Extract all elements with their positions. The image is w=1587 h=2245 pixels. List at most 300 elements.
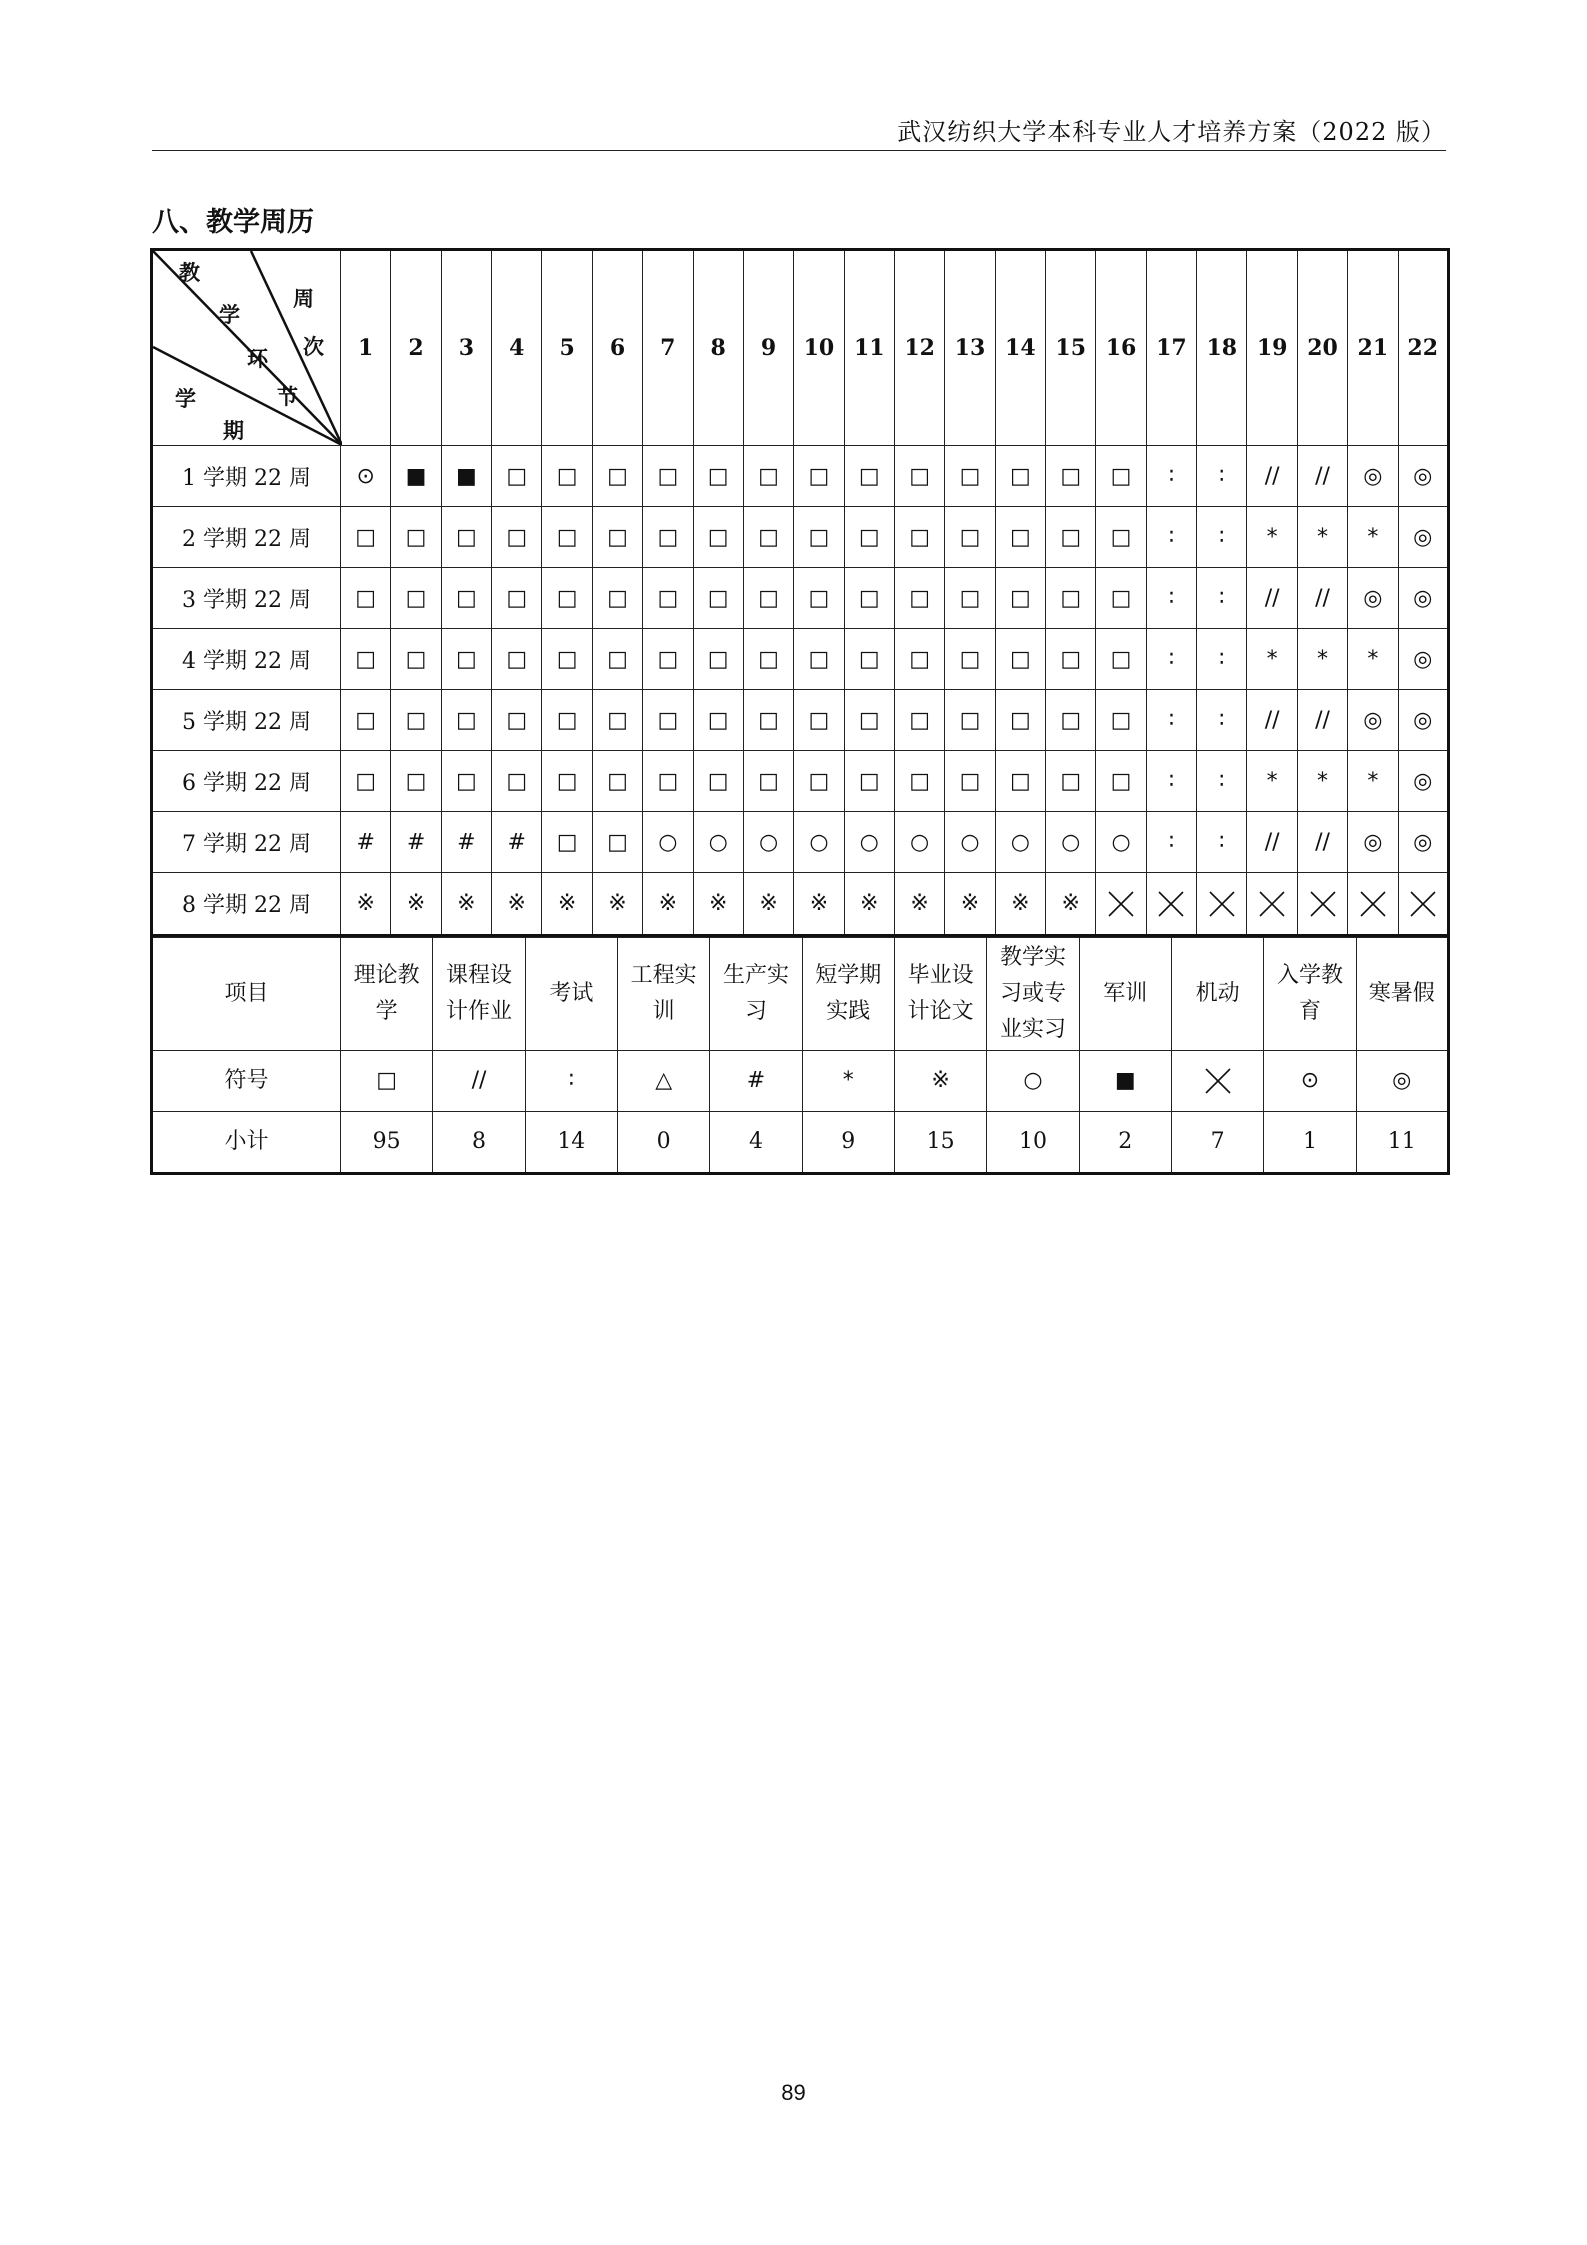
week-cell: □ [743, 507, 793, 568]
corner-label: 学 [219, 302, 240, 327]
week-cell: ○ [643, 812, 693, 873]
week-cell: □ [391, 751, 441, 812]
legend-item-name [1264, 938, 1356, 1051]
flexible-time-symbol [1348, 891, 1397, 917]
legend-name-line: 学 [375, 999, 398, 1024]
flexible-time-symbol [1298, 891, 1347, 917]
week-cell: ■ [391, 446, 441, 507]
legend-name-line: 考试 [549, 981, 594, 1006]
week-cell: ∶ [1146, 751, 1196, 812]
week-cell: □ [894, 507, 944, 568]
week-cell: □ [391, 690, 441, 751]
legend-item-name [710, 938, 802, 1051]
week-cell: □ [693, 446, 743, 507]
week-cell: □ [592, 812, 642, 873]
term-row [152, 690, 1449, 751]
page-number: 89 [781, 2080, 806, 2105]
week-cell: ∶ [1146, 690, 1196, 751]
week-cell: □ [1096, 690, 1146, 751]
week-cell: □ [1096, 446, 1146, 507]
week-cell: # [341, 812, 391, 873]
legend-subtotal: 4 [710, 1112, 802, 1174]
week-cell: ※ [341, 873, 391, 936]
legend-symbol: ■ [1079, 1051, 1171, 1112]
flexible-time-symbol [1197, 891, 1246, 917]
week-cell: ◎ [1348, 690, 1398, 751]
week-cell: □ [1046, 507, 1096, 568]
week-cell: □ [441, 507, 491, 568]
week-cell: □ [995, 690, 1045, 751]
week-cell: ※ [894, 873, 944, 936]
week-cell: □ [492, 629, 542, 690]
section-title: 八、教学周历 [152, 207, 314, 238]
week-cell: □ [945, 507, 995, 568]
week-cell: ※ [391, 873, 441, 936]
week-cell: ◎ [1398, 812, 1448, 873]
week-cell [1247, 873, 1297, 936]
legend-symbol [1171, 1051, 1263, 1112]
week-cell: □ [341, 690, 391, 751]
week-cell: □ [542, 751, 592, 812]
diagonal-corner-header [152, 250, 341, 446]
week-cell: □ [643, 751, 693, 812]
legend-subtotal: 0 [617, 1112, 709, 1174]
week-cell: □ [542, 690, 592, 751]
week-number-header: 2 [391, 250, 441, 446]
week-cell: // [1297, 812, 1347, 873]
week-cell: □ [1096, 751, 1146, 812]
legend-name-line: 计作业 [445, 999, 512, 1024]
legend-item-name [433, 938, 525, 1051]
week-cell: // [1297, 568, 1347, 629]
week-cell: * [1297, 629, 1347, 690]
flexible-time-symbol [1096, 891, 1145, 917]
week-cell: ∶ [1146, 446, 1196, 507]
week-cell: □ [693, 507, 743, 568]
week-cell: □ [894, 629, 944, 690]
legend-item-name [1079, 938, 1171, 1051]
legend-name-line: 机动 [1195, 981, 1240, 1006]
corner-label: 学 [175, 386, 196, 411]
week-cell: □ [441, 690, 491, 751]
week-cell: # [441, 812, 491, 873]
week-cell: □ [441, 629, 491, 690]
legend-name-line: 短学期 [815, 963, 882, 988]
week-cell: ◎ [1348, 446, 1398, 507]
week-cell: □ [391, 507, 441, 568]
legend-row-header: 项目 [152, 938, 341, 1051]
week-cell: □ [844, 507, 894, 568]
week-cell: □ [743, 568, 793, 629]
week-cell: // [1247, 690, 1297, 751]
week-cell: □ [995, 507, 1045, 568]
term-row [152, 629, 1449, 690]
legend-symbol-row [152, 1051, 1449, 1112]
week-number-header: 10 [794, 250, 844, 446]
week-cell: ※ [945, 873, 995, 936]
week-cell: □ [743, 629, 793, 690]
legend-symbol: ○ [987, 1051, 1079, 1112]
week-cell: ∶ [1197, 568, 1247, 629]
week-cell: □ [794, 751, 844, 812]
week-cell: □ [391, 568, 441, 629]
legend-name-line: 毕业设 [907, 963, 974, 988]
legend-row-header: 符号 [152, 1051, 341, 1112]
week-cell: □ [794, 507, 844, 568]
week-cell: ◎ [1398, 568, 1448, 629]
legend-name-line: 习 [744, 999, 767, 1024]
legend-symbol: △ [617, 1051, 709, 1112]
week-number-header: 6 [592, 250, 642, 446]
week-cell: □ [492, 751, 542, 812]
week-cell: □ [844, 568, 894, 629]
week-cell: ◎ [1398, 751, 1448, 812]
week-cell: * [1348, 751, 1398, 812]
term-row [152, 446, 1449, 507]
week-cell: // [1247, 446, 1297, 507]
week-cell: ◎ [1398, 507, 1448, 568]
week-cell: ∶ [1197, 812, 1247, 873]
week-cell: ∶ [1197, 751, 1247, 812]
corner-label: 次 [303, 334, 324, 359]
week-cell: □ [441, 568, 491, 629]
week-cell: ○ [995, 812, 1045, 873]
week-number-header: 17 [1146, 250, 1196, 446]
week-cell: ∶ [1146, 568, 1196, 629]
term-label: 2 学期 22 周 [152, 507, 341, 568]
week-cell: □ [945, 568, 995, 629]
week-cell: ■ [441, 446, 491, 507]
week-cell: □ [341, 629, 391, 690]
legend-total-row [152, 1112, 1449, 1174]
week-number-header: 14 [995, 250, 1045, 446]
legend-subtotal: 2 [1079, 1112, 1171, 1174]
corner-label: 教 [179, 260, 200, 285]
legend-item-name [894, 938, 986, 1051]
legend-name-line: 入学教 [1276, 963, 1343, 988]
week-cell: ○ [844, 812, 894, 873]
week-cell: □ [1046, 690, 1096, 751]
week-cell: □ [341, 751, 391, 812]
legend-item-name [341, 938, 433, 1051]
week-cell: □ [1046, 568, 1096, 629]
term-label: 6 学期 22 周 [152, 751, 341, 812]
week-cell: # [391, 812, 441, 873]
week-cell: □ [844, 629, 894, 690]
legend-name-line: 寒暑假 [1368, 981, 1435, 1006]
week-cell: * [1247, 507, 1297, 568]
week-cell: * [1247, 629, 1297, 690]
week-cell: □ [995, 446, 1045, 507]
week-cell: // [1247, 812, 1297, 873]
week-cell: □ [1046, 751, 1096, 812]
week-cell: □ [693, 568, 743, 629]
week-cell: □ [794, 568, 844, 629]
week-cell: ※ [693, 873, 743, 936]
week-cell: □ [1096, 507, 1146, 568]
legend-row-header: 小计 [152, 1112, 341, 1174]
week-cell: * [1297, 751, 1347, 812]
week-cell: □ [743, 690, 793, 751]
term-label: 7 学期 22 周 [152, 812, 341, 873]
legend-subtotal: 9 [802, 1112, 894, 1174]
week-cell: ○ [743, 812, 793, 873]
week-cell: ∶ [1197, 629, 1247, 690]
week-cell: □ [1096, 629, 1146, 690]
week-cell: □ [1046, 446, 1096, 507]
week-number-header: 4 [492, 250, 542, 446]
week-cell: □ [492, 690, 542, 751]
term-label: 4 学期 22 周 [152, 629, 341, 690]
week-cell: * [1297, 507, 1347, 568]
week-cell: □ [441, 751, 491, 812]
week-cell: □ [592, 568, 642, 629]
week-cell: □ [592, 507, 642, 568]
term-row [152, 507, 1449, 568]
week-cell: ○ [1046, 812, 1096, 873]
week-cell: □ [945, 446, 995, 507]
week-number-header: 18 [1197, 250, 1247, 446]
flexible-time-symbol [1247, 891, 1296, 917]
week-cell: ※ [643, 873, 693, 936]
week-cell: □ [542, 446, 592, 507]
week-cell: ※ [995, 873, 1045, 936]
week-cell: □ [693, 690, 743, 751]
legend-symbol: ◎ [1356, 1051, 1448, 1112]
week-cell: // [1247, 568, 1297, 629]
week-cell: ※ [441, 873, 491, 936]
week-cell: ○ [894, 812, 944, 873]
week-cell: □ [542, 629, 592, 690]
corner-label: 节 [277, 384, 298, 409]
week-cell: □ [592, 629, 642, 690]
week-cell: ◎ [1348, 568, 1398, 629]
week-cell: □ [341, 507, 391, 568]
week-cell: □ [492, 568, 542, 629]
legend-item-name [1356, 938, 1448, 1051]
week-cell: □ [542, 568, 592, 629]
week-cell [1398, 873, 1448, 936]
week-cell: ◎ [1348, 812, 1398, 873]
week-cell: □ [693, 751, 743, 812]
week-cell: □ [945, 629, 995, 690]
week-cell: □ [743, 446, 793, 507]
legend-name-line: 军训 [1103, 981, 1148, 1006]
week-number-header: 11 [844, 250, 894, 446]
week-cell: □ [542, 507, 592, 568]
legend-symbol: * [802, 1051, 894, 1112]
week-number-header: 21 [1348, 250, 1398, 446]
legend-item-row [152, 938, 1449, 1051]
legend-symbol: # [710, 1051, 802, 1112]
week-number-header: 8 [693, 250, 743, 446]
legend-item-name [617, 938, 709, 1051]
legend-subtotal: 10 [987, 1112, 1079, 1174]
week-cell: □ [794, 446, 844, 507]
legend-name-line: 业实习 [999, 1017, 1066, 1042]
term-row [152, 812, 1449, 873]
week-cell: □ [794, 629, 844, 690]
term-label: 5 学期 22 周 [152, 690, 341, 751]
week-cell: ○ [1096, 812, 1146, 873]
week-cell: ∶ [1197, 507, 1247, 568]
term-row [152, 568, 1449, 629]
legend-subtotal: 8 [433, 1112, 525, 1174]
week-cell: ○ [693, 812, 743, 873]
week-cell: □ [643, 507, 693, 568]
week-cell: □ [995, 568, 1045, 629]
week-cell: ∶ [1197, 690, 1247, 751]
week-cell: ※ [1046, 873, 1096, 936]
corner-label: 环 [247, 346, 268, 371]
legend-name-line: 计论文 [907, 999, 974, 1024]
legend-item-name [987, 938, 1079, 1051]
term-label: 1 学期 22 周 [152, 446, 341, 507]
corner-label: 周 [293, 286, 314, 311]
week-number-header: 16 [1096, 250, 1146, 446]
week-cell: □ [844, 446, 894, 507]
flexible-time-symbol [1147, 891, 1196, 917]
week-number-header: 5 [542, 250, 592, 446]
week-cell: □ [945, 690, 995, 751]
week-header-row [152, 250, 1449, 446]
legend-subtotal: 14 [525, 1112, 617, 1174]
week-cell [1348, 873, 1398, 936]
week-cell: ◎ [1398, 629, 1448, 690]
teaching-calendar-table [150, 248, 1450, 937]
flexible-time-symbol [1399, 891, 1447, 917]
week-number-header: 13 [945, 250, 995, 446]
week-cell: ∶ [1146, 629, 1196, 690]
week-cell [1297, 873, 1347, 936]
week-cell: □ [894, 568, 944, 629]
week-cell: ※ [743, 873, 793, 936]
week-cell: □ [894, 751, 944, 812]
week-cell: □ [492, 446, 542, 507]
week-number-header: 15 [1046, 250, 1096, 446]
week-number-header: 7 [643, 250, 693, 446]
week-cell: □ [391, 629, 441, 690]
week-cell: □ [1096, 568, 1146, 629]
week-cell: □ [794, 690, 844, 751]
week-cell: □ [643, 568, 693, 629]
week-cell: □ [844, 690, 894, 751]
legend-symbol: ⊙ [1264, 1051, 1356, 1112]
week-cell: □ [995, 629, 1045, 690]
week-cell: □ [894, 690, 944, 751]
week-cell: □ [643, 629, 693, 690]
term-row [152, 873, 1449, 936]
week-cell: □ [592, 690, 642, 751]
week-cell: ○ [794, 812, 844, 873]
week-number-header: 19 [1247, 250, 1297, 446]
week-cell: ※ [492, 873, 542, 936]
running-header: 武汉纺织大学本科专业人才培养方案（2022 版） [897, 118, 1446, 146]
week-cell: # [492, 812, 542, 873]
header-divider [152, 150, 1446, 151]
corner-label: 期 [223, 418, 244, 443]
week-cell: ⊙ [341, 446, 391, 507]
week-cell: * [1247, 751, 1297, 812]
legend-name-line: 教学实 [999, 945, 1066, 970]
legend-item-name [1171, 938, 1263, 1051]
week-cell: * [1348, 507, 1398, 568]
week-cell: □ [995, 751, 1045, 812]
term-label: 3 学期 22 周 [152, 568, 341, 629]
term-label: 8 学期 22 周 [152, 873, 341, 936]
week-cell: □ [492, 507, 542, 568]
week-cell: * [1348, 629, 1398, 690]
legend-symbol: ※ [894, 1051, 986, 1112]
legend-name-line: 训 [652, 999, 675, 1024]
week-cell: □ [743, 751, 793, 812]
week-cell: ∶ [1146, 507, 1196, 568]
week-cell: □ [592, 751, 642, 812]
legend-symbol: // [433, 1051, 525, 1112]
legend-item-name [525, 938, 617, 1051]
legend-name-line: 习或专 [999, 981, 1066, 1006]
term-row [152, 751, 1449, 812]
week-cell: □ [693, 629, 743, 690]
week-cell: // [1297, 690, 1347, 751]
week-cell: ※ [794, 873, 844, 936]
week-cell [1146, 873, 1196, 936]
week-cell: □ [592, 446, 642, 507]
legend-name-line: 课程设 [445, 963, 512, 988]
legend-name-line: 工程实 [630, 963, 697, 988]
week-number-header: 12 [894, 250, 944, 446]
week-cell [1096, 873, 1146, 936]
week-cell: ○ [945, 812, 995, 873]
week-cell: □ [341, 568, 391, 629]
week-number-header: 9 [743, 250, 793, 446]
week-cell: ∶ [1197, 446, 1247, 507]
legend-name-line: 生产实 [722, 963, 789, 988]
legend-subtotal: 1 [1264, 1112, 1356, 1174]
legend-name-line: 实践 [826, 999, 871, 1024]
legend-subtotal: 95 [341, 1112, 433, 1174]
week-number-header: 22 [1398, 250, 1448, 446]
legend-symbol: ∶ [525, 1051, 617, 1112]
week-cell: □ [643, 446, 693, 507]
legend-symbol: □ [341, 1051, 433, 1112]
week-cell: ※ [542, 873, 592, 936]
week-cell: □ [542, 812, 592, 873]
legend-subtotal: 15 [894, 1112, 986, 1174]
week-cell: // [1297, 446, 1347, 507]
week-cell: ◎ [1398, 446, 1448, 507]
legend-name-line: 育 [1298, 999, 1321, 1024]
week-number-header: 20 [1297, 250, 1347, 446]
legend-name-line: 理论教 [353, 963, 420, 988]
week-cell: ◎ [1398, 690, 1448, 751]
week-cell: □ [1046, 629, 1096, 690]
legend-table [150, 937, 1450, 1175]
legend-subtotal: 7 [1171, 1112, 1263, 1174]
week-cell [1197, 873, 1247, 936]
week-cell: □ [844, 751, 894, 812]
week-number-header: 1 [341, 250, 391, 446]
week-cell: ※ [844, 873, 894, 936]
week-cell: □ [894, 446, 944, 507]
legend-subtotal: 11 [1356, 1112, 1448, 1174]
week-cell: ∶ [1146, 812, 1196, 873]
week-number-header: 3 [441, 250, 491, 446]
week-cell: □ [643, 690, 693, 751]
legend-item-name [802, 938, 894, 1051]
week-cell: □ [945, 751, 995, 812]
week-cell: ※ [592, 873, 642, 936]
